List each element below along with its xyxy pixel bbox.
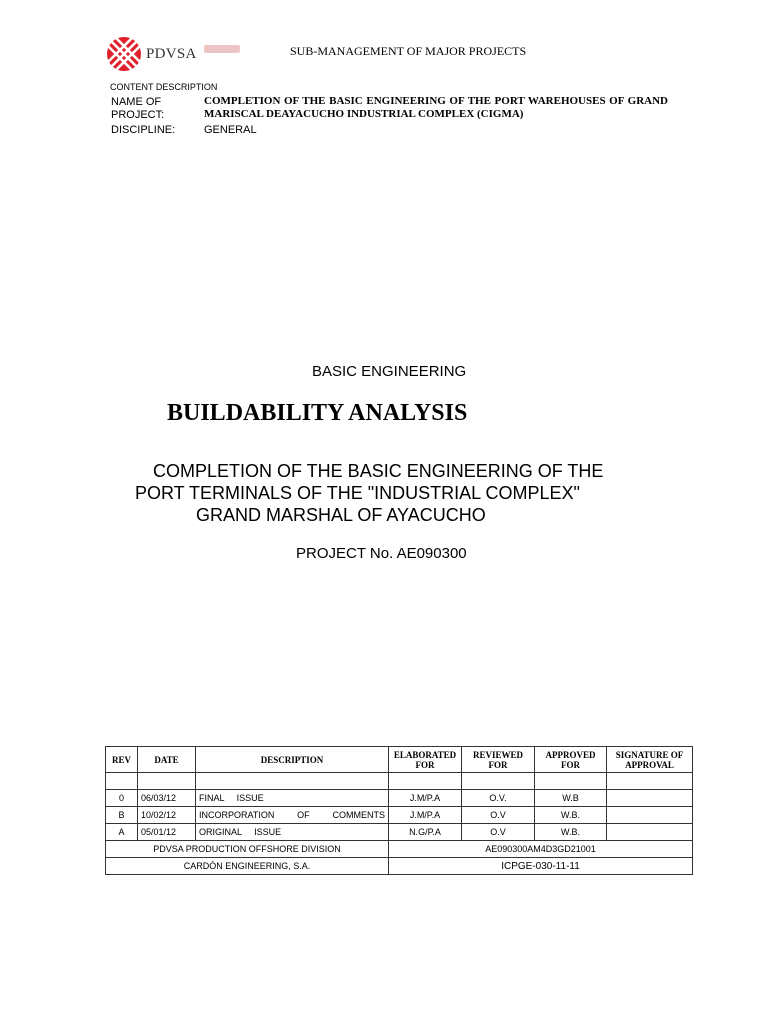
cell-reviewed: O.V bbox=[462, 824, 535, 841]
pdvsa-sun-icon bbox=[104, 34, 144, 74]
cell-description: ORIGINAL ISSUE bbox=[196, 824, 389, 841]
header-date: DATE bbox=[138, 747, 196, 773]
cell-rev: B bbox=[106, 807, 138, 824]
header-approved: APPROVED FOR bbox=[535, 747, 607, 773]
header-description: DESCRIPTION bbox=[196, 747, 389, 773]
header-elaborated: ELABORATED FOR bbox=[389, 747, 462, 773]
name-of-project-label: NAME OF PROJECT: bbox=[111, 96, 165, 121]
cell-elaborated: J.M/P.A bbox=[389, 807, 462, 824]
cell-date: 06/03/12 bbox=[138, 790, 196, 807]
document-code-cell: AE090300AM4D3GD21001 bbox=[389, 841, 693, 858]
cell-approved: W.B. bbox=[535, 824, 607, 841]
header-rev: REV bbox=[106, 747, 138, 773]
header-signature: SIGNATURE OF APPROVAL bbox=[607, 747, 693, 773]
division-cell: PDVSA PRODUCTION OFFSHORE DIVISION bbox=[106, 841, 389, 858]
cell-reviewed: O.V bbox=[462, 807, 535, 824]
cell-signature bbox=[607, 807, 693, 824]
header-reviewed: REVIEWED FOR bbox=[462, 747, 535, 773]
cell-rev: A bbox=[106, 824, 138, 841]
logo-text: PDVSA bbox=[146, 46, 197, 62]
table-header-row bbox=[106, 747, 693, 773]
table-row bbox=[106, 790, 693, 807]
cell-description: INCORPORATION OF COMMENTS bbox=[196, 807, 389, 824]
cell-signature bbox=[607, 790, 693, 807]
completion-subtitle bbox=[130, 460, 650, 526]
table-footer-row bbox=[106, 841, 693, 858]
cell-elaborated: N.G/P.A bbox=[389, 824, 462, 841]
table-footer-row bbox=[106, 858, 693, 875]
cell-rev: 0 bbox=[106, 790, 138, 807]
logo-mark-decoration bbox=[204, 45, 240, 53]
table-row bbox=[106, 824, 693, 841]
table-row-empty bbox=[106, 773, 693, 790]
cell-date: 10/02/12 bbox=[138, 807, 196, 824]
cell-signature bbox=[607, 824, 693, 841]
header-title: SUB-MANAGEMENT OF MAJOR PROJECTS bbox=[290, 44, 527, 58]
project-number: PROJECT No. AE090300 bbox=[296, 545, 467, 562]
cell-elaborated: J.M/P.A bbox=[389, 790, 462, 807]
document-title: BUILDABILITY ANALYSIS bbox=[167, 400, 468, 426]
content-description-label: CONTENT DESCRIPTION bbox=[110, 82, 218, 92]
cell-description: FINAL ISSUE bbox=[196, 790, 389, 807]
basic-engineering-heading: BASIC ENGINEERING bbox=[312, 363, 467, 380]
discipline-label: DISCIPLINE: bbox=[111, 124, 176, 136]
completion-line-3: GRAND MARSHAL OF AYACUCHO bbox=[196, 505, 486, 525]
icp-code-cell: ICPGE-030-11-11 bbox=[389, 858, 693, 875]
cell-approved: W.B bbox=[535, 790, 607, 807]
cell-reviewed: O.V. bbox=[462, 790, 535, 807]
pdvsa-logo bbox=[104, 34, 244, 74]
cell-date: 05/01/12 bbox=[138, 824, 196, 841]
cell-approved: W.B. bbox=[535, 807, 607, 824]
completion-line-1: COMPLETION OF THE BASIC ENGINEERING OF THE bbox=[153, 461, 604, 481]
project-name: COMPLETION OF THE BASIC ENGINEERING OF THE PORT WAREHOUSES OF GRAND MARISCAL DEAYACUCHO INDUSTRIAL COMPLEX (CIGMA) bbox=[204, 95, 668, 120]
revision-table bbox=[105, 746, 693, 875]
table-row bbox=[106, 807, 693, 824]
completion-line-2: PORT TERMINALS OF THE "INDUSTRIAL COMPLEX" bbox=[135, 483, 580, 503]
company-cell: CARDÓN ENGINEERING, S.A. bbox=[106, 858, 389, 875]
discipline-value: GENERAL bbox=[204, 124, 257, 136]
